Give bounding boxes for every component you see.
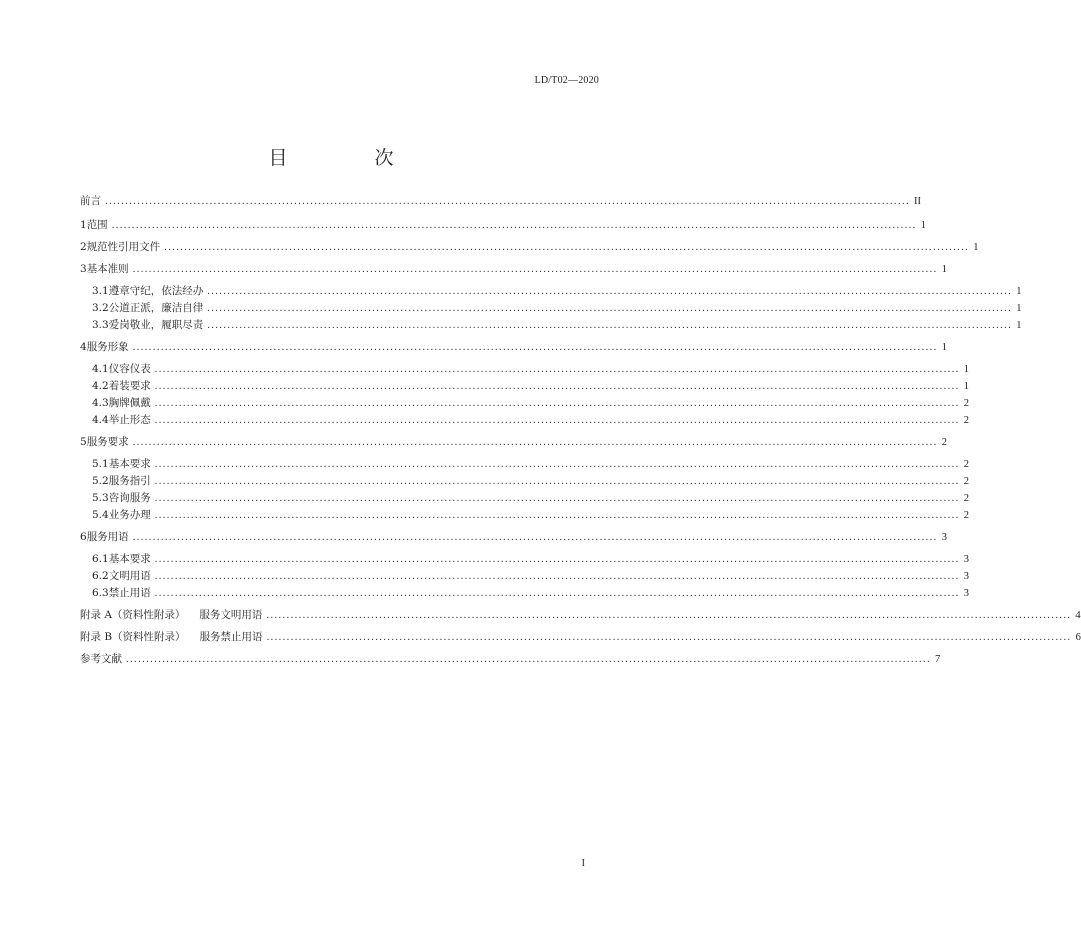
toc-entry[interactable] (80, 261, 947, 277)
toc-entry[interactable] (92, 551, 969, 567)
toc-entry[interactable] (80, 217, 926, 233)
toc-entry[interactable] (80, 339, 947, 355)
toc-entry-number: 3 (80, 263, 87, 275)
toc-entry[interactable] (92, 412, 969, 428)
toc-dot-leader: ........................................................................................................................................................................................................ (154, 571, 960, 582)
toc-entry-page: 2 (963, 415, 969, 426)
toc-entry[interactable] (92, 317, 1022, 333)
toc-dot-leader: ........................................................................................................................................................................................................ (266, 632, 1072, 643)
toc-entry-label: 服务文明用语 (199, 609, 263, 621)
toc-entry[interactable] (92, 568, 969, 584)
toc-entry-label: 咨询服务 (108, 492, 151, 504)
toc-entry-label: 范围 (86, 219, 108, 231)
document-code: LD/T02—2020 (534, 75, 599, 86)
toc-dot-leader: ........................................................................................................................................................................................................ (154, 476, 960, 487)
toc-entry-page: 2 (963, 510, 969, 521)
toc-entry[interactable] (92, 585, 969, 601)
toc-entry-label: 文明用语 (108, 570, 151, 582)
toc-entry-label: 服务指引 (108, 475, 151, 487)
toc-entry-number: 4 (80, 341, 87, 353)
toc-entry[interactable] (92, 395, 969, 411)
toc-entry-page: 3 (963, 588, 969, 599)
toc-entry[interactable] (92, 490, 969, 506)
toc-entry-number: 4.2 (92, 380, 109, 392)
toc-dot-leader: ........................................................................................................................................................................................................ (154, 398, 960, 409)
toc-entry-number: 5 (80, 436, 87, 448)
toc-entry-page: 3 (963, 571, 969, 582)
toc-entry[interactable] (80, 651, 941, 667)
toc-entry-page: 1 (1016, 303, 1022, 314)
footer-page-number: I (581, 858, 585, 869)
toc-dot-leader: ........................................................................................................................................................................................................ (132, 532, 938, 543)
toc-entry-number: 6.1 (92, 553, 109, 565)
toc-entry-label: 禁止用语 (108, 587, 151, 599)
toc-entry-number: 3.2 (92, 302, 109, 314)
toc-entry-label: 基本要求 (108, 458, 151, 470)
toc-entry-number: 5.3 (92, 492, 109, 504)
toc-dot-leader: ........................................................................................................................................................................................................ (154, 554, 960, 565)
toc-entry-label: 服务形象 (86, 341, 129, 353)
toc-entry-number: 4.1 (92, 363, 109, 375)
toc-entry-number: 4.4 (92, 414, 109, 426)
toc-entry-page: 2 (963, 476, 969, 487)
toc-entry-label: 业务办理 (108, 509, 151, 521)
toc-entry-label: 基本准则 (86, 263, 129, 275)
toc-entry-label: 着装要求 (108, 380, 151, 392)
toc-entry-label: 基本要求 (108, 553, 151, 565)
toc-dot-leader: ........................................................................................................................................................................................................ (132, 437, 938, 448)
toc-dot-leader: ........................................................................................................................................................................................................ (164, 242, 970, 253)
toc-entry-page: 1 (920, 220, 926, 231)
toc-entry-number: 6 (80, 531, 87, 543)
toc-dot-leader: ........................................................................................................................................................................................................ (132, 264, 938, 275)
toc-entry[interactable] (92, 300, 1022, 316)
toc-entry-page: 2 (963, 398, 969, 409)
toc-entry-number: 4.3 (92, 397, 109, 409)
toc-dot-leader: ........................................................................................................................................................................................................ (154, 493, 960, 504)
toc-dot-leader: ........................................................................................................................................................................................................ (207, 286, 1013, 297)
toc-entry-page: 1 (973, 242, 979, 253)
toc-entry-page: 2 (963, 459, 969, 470)
toc-dot-leader: ........................................................................................................................................................................................................ (154, 459, 960, 470)
toc-dot-leader: ........................................................................................................................................................................................................ (207, 320, 1013, 331)
toc-entry-page: 2 (963, 493, 969, 504)
toc-dot-leader: ........................................................................................................................................................................................................ (266, 610, 1072, 621)
toc-entry-label: 服务要求 (86, 436, 129, 448)
toc-entry[interactable] (92, 378, 969, 394)
toc-entry[interactable] (92, 507, 969, 523)
toc-entry-number: 附录 A（资料性附录） (80, 609, 186, 621)
toc-entry-label: 公道正派，廉洁自律 (108, 302, 204, 314)
toc-entry-label: 遵章守纪，依法经办 (108, 285, 204, 297)
toc-entry-page: 4 (1075, 610, 1081, 621)
toc-entry-label: 参考文献 (80, 653, 122, 665)
toc-entry[interactable] (92, 361, 969, 377)
toc-entry-number: 3.1 (92, 285, 109, 297)
toc-entry-number: 6.2 (92, 570, 109, 582)
toc-dot-leader: ........................................................................................................................................................................................................ (154, 381, 960, 392)
toc-entry[interactable] (80, 529, 947, 545)
toc-entry-label: 前言 (80, 195, 101, 207)
toc-entry[interactable] (80, 193, 921, 209)
toc-entry-number: 5.1 (92, 458, 109, 470)
toc-entry-number: 5.2 (92, 475, 109, 487)
toc-entry-label: 爱岗敬业，履职尽责 (108, 319, 204, 331)
toc-entry-page: 1 (1016, 286, 1022, 297)
toc-entry-label: 规范性引用文件 (86, 241, 161, 253)
toc-dot-leader: ........................................................................................................................................................................................................ (111, 220, 917, 231)
toc-entry-page: 6 (1075, 632, 1081, 643)
toc-entry-page: 1 (1016, 320, 1022, 331)
toc-dot-leader: ........................................................................................................................................................................................................ (154, 364, 960, 375)
toc-entry[interactable] (80, 434, 947, 450)
toc-dot-leader: ........................................................................................................................................................................................................ (207, 303, 1013, 314)
toc-entry[interactable] (92, 456, 969, 472)
toc-dot-leader: ........................................................................................................................................................................................................ (154, 510, 960, 521)
toc-entry-number: 1 (80, 219, 87, 231)
toc-entry-page: 1 (963, 381, 969, 392)
toc-entry-page: 7 (935, 654, 941, 665)
toc-entry[interactable] (80, 629, 1081, 645)
toc-entry-page: II (914, 196, 921, 207)
toc-entry-label: 服务禁止用语 (199, 631, 263, 643)
toc-entry-number: 6.3 (92, 587, 109, 599)
toc-entry-number: 5.4 (92, 509, 109, 521)
toc-dot-leader: ........................................................................................................................................................................................................ (154, 415, 960, 426)
toc-entry-label: 服务用语 (86, 531, 129, 543)
toc-entry-page: 1 (941, 264, 947, 275)
toc-entry-page: 2 (941, 437, 947, 448)
toc-entry-page: 1 (963, 364, 969, 375)
toc-entry[interactable] (80, 239, 979, 255)
toc-entry-number: 3.3 (92, 319, 109, 331)
toc-dot-leader: ........................................................................................................................................................................................................ (132, 342, 938, 353)
toc-entry[interactable] (80, 607, 1081, 623)
toc-entry-number: 附录 B（资料性附录） (80, 631, 186, 643)
toc-entry-page: 3 (941, 532, 947, 543)
toc-dot-leader: ........................................................................................................................................................................................................ (126, 654, 931, 665)
toc-entry-number: 2 (80, 241, 87, 253)
toc-entry[interactable] (92, 473, 969, 489)
toc-entry-page: 1 (941, 342, 947, 353)
toc-entry-label: 举止形态 (108, 414, 151, 426)
toc-entry[interactable] (92, 283, 1022, 299)
toc-entry-page: 3 (963, 554, 969, 565)
toc-dot-leader: ........................................................................................................................................................................................................ (105, 196, 910, 207)
toc-dot-leader: ........................................................................................................................................................................................................ (154, 588, 960, 599)
toc-entry-label: 胸牌佩戴 (108, 397, 151, 409)
page-title: 目 次 (268, 147, 428, 169)
toc-entry-label: 仪容仪表 (108, 363, 151, 375)
